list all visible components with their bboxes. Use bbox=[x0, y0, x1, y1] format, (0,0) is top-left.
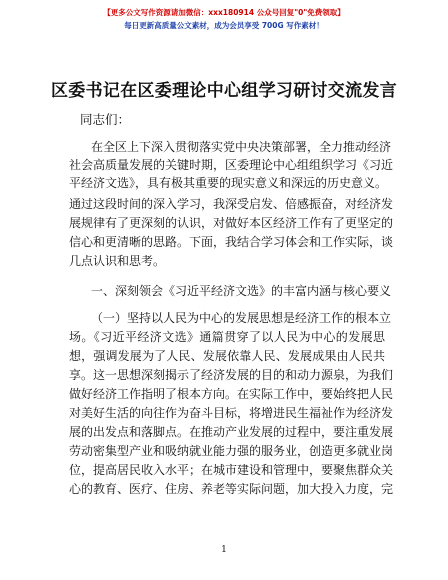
body-line: 信心和更清晰的思路。下面，我结合学习体会和工作实际，谈 bbox=[69, 235, 394, 249]
page-number: 1 bbox=[221, 545, 227, 555]
body-line: 展规律有了更深刻的认识，对做好本区经济工作有了更坚定的 bbox=[69, 216, 394, 230]
body-line: 在全区上下深入贯彻落实党中央决策部署，全力推动经济 bbox=[91, 140, 392, 154]
section-heading: 一、深刻领会《习近平经济文选》的丰富内涵与核心要义 bbox=[91, 284, 392, 298]
body-line: 享。这一思想深刻揭示了经济发展的目的和动力源泉，为我们 bbox=[69, 368, 394, 382]
promo-banner-line-1: 【更多公文写作资源请加微信：xxx180914 公众号回复"0"免费领取】 bbox=[103, 8, 345, 17]
body-line: 位，提高居民收入水平；在城市建设和管理中，要聚焦群众关 bbox=[69, 463, 394, 477]
body-line: 几点认识和思考。 bbox=[69, 254, 166, 268]
body-line: （一）坚持以人民为中心的发展思想是经济工作的根本立 bbox=[91, 311, 392, 325]
body-line: 通过这段时间的深入学习，我深受启发、倍感振奋，对经济发 bbox=[69, 197, 394, 211]
salutation: 同志们： bbox=[80, 112, 131, 127]
document-title: 区委书记在区委理论中心组学习研讨交流发言 bbox=[51, 81, 397, 101]
body-line: 社会高质量发展的关键时期，区委理论中心组组织学习《习近 bbox=[69, 158, 394, 172]
body-line: 心的教育、医疗、住房、养老等实际问题，加大投入力度，完 bbox=[69, 482, 394, 496]
body-line: 想，强调发展为了人民、发展依靠人民、发展成果由人民共 bbox=[69, 349, 385, 363]
body-line: 对美好生活的向往作为奋斗目标，将增进民生福祉作为经济发 bbox=[69, 406, 394, 420]
promo-banner-line-2: 每日更新高质量公文素材，成为会员享受 700G 写作素材！ bbox=[124, 21, 324, 30]
body-line: 平经济文选》，具有极其重要的现实意义和深远的历史意义。 bbox=[69, 176, 388, 190]
body-line: 场。《习近平经济文选》通篇贯穿了以人民为中心的发展思 bbox=[69, 330, 385, 344]
body-line: 展的出发点和落脚点。在推动产业发展的过程中，要注重发展 bbox=[69, 425, 394, 439]
body-line: 做好经济工作指明了根本方向。在实际工作中，要始终把人民 bbox=[69, 387, 394, 401]
body-line: 劳动密集型产业和吸纳就业能力强的服务业，创造更多就业岗 bbox=[69, 444, 394, 458]
